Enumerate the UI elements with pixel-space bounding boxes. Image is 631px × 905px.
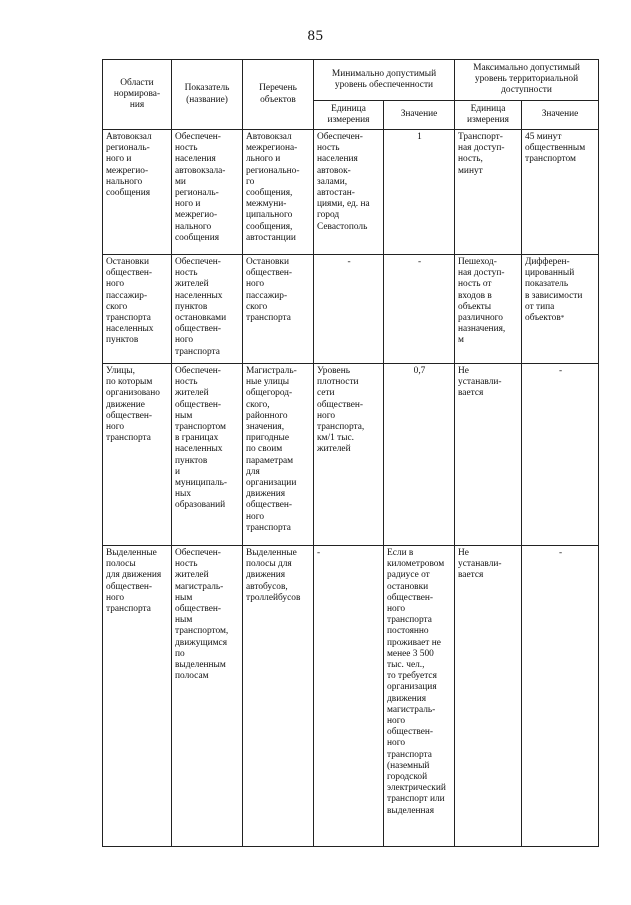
cell-max-value: - [522, 546, 599, 847]
header-max-unit: Единица измерения [455, 100, 522, 129]
header-max-accessibility: Максимально допустимый уровень территориальной доступности [455, 60, 599, 101]
cell-max-unit: Пешеход- ная доступ- ность от входов в объекты различного назначения, м [455, 255, 522, 364]
cell-min-value: Если в километровом радиусе от остановки обществен- ного транспорта постоянно проживает не менее 3 500 тыс. чел., то требуется организация движения магистраль- ного обществен- ного транспорта (наземный городской электрический транспорт или выделенная [384, 546, 455, 847]
table-row [103, 546, 599, 847]
cell-objects: Выделенные полосы для движения автобусов, троллейбусов [243, 546, 314, 847]
cell-objects: Остановки обществен- ного пассажир- ского транспорта [243, 255, 314, 364]
cell-max-unit: Транспорт- ная доступ- ность, минут [455, 130, 522, 255]
cell-min-value: 0,7 [384, 364, 455, 546]
cell-objects: Магистраль- ные улицы общегород- ского, районного значения, пригодные по своим параметрам для организации движения обществен- ного транспорта [243, 364, 314, 546]
header-indicator: Показатель (название) [172, 60, 243, 130]
header-min-value: Значение [384, 100, 455, 129]
cell-max-unit: Не устанавли- вается [455, 364, 522, 546]
cell-area: Автовокзал региональ- ного и межрегио- нального сообщения [103, 130, 172, 255]
header-objects: Перечень объектов [243, 60, 314, 130]
cell-max-value: Дифферен- цированный показатель в зависимости от типа объектов* [522, 255, 599, 364]
cell-max-value: 45 минут общественным транспортом [522, 130, 599, 255]
cell-indicator: Обеспечен- ность населения автовокзала- ми региональ- ного и межрегио- нального сообщения [172, 130, 243, 255]
norms-table [102, 59, 599, 847]
header-min-unit: Единица измерения [314, 100, 384, 129]
cell-min-unit: - [314, 255, 384, 364]
cell-max-unit: Не устанавли- вается [455, 546, 522, 847]
cell-min-value: 1 [384, 130, 455, 255]
cell-area: Улицы, по которым организовано движение обществен- ного транспорта [103, 364, 172, 546]
cell-min-value: - [384, 255, 455, 364]
cell-min-unit: - [314, 546, 384, 847]
header-min-level: Минимально допустимый уровень обеспеченности [314, 60, 455, 101]
cell-area: Выделенные полосы для движения обществен- ного транспорта [103, 546, 172, 847]
header-max-value: Значение [522, 100, 599, 129]
cell-objects: Автовокзал межрегиона- льного и регионально- го сообщения, межмуни- ципального сообщения, автостанции [243, 130, 314, 255]
header-row-main [103, 60, 599, 101]
cell-min-unit: Обеспечен- ность населения автовок- залами, автостан- циями, ед. на город Севастополь [314, 130, 384, 255]
header-area: Области нормирова- ния [103, 60, 172, 130]
cell-indicator: Обеспечен- ность жителей обществен- ным транспортом в границах населенных пунктов и муниципаль- ных образований [172, 364, 243, 546]
cell-indicator: Обеспечен- ность жителей магистраль- ным обществен- ным транспортом, движущимся по выделенным полосам [172, 546, 243, 847]
footnote-mark: * [560, 314, 565, 323]
cell-indicator: Обеспечен- ность жителей населенных пунктов остановками обществен- ного транспорта [172, 255, 243, 364]
cell-min-unit: Уровень плотности сети обществен- ного транспорта, км/1 тыс. жителей [314, 364, 384, 546]
table-row [103, 130, 599, 255]
cell-max-value: - [522, 364, 599, 546]
cell-area: Остановки обществен- ного пассажир- ского транспорта населенных пунктов [103, 255, 172, 364]
table-row [103, 255, 599, 364]
table-row [103, 364, 599, 546]
page-number: 85 [307, 28, 324, 44]
